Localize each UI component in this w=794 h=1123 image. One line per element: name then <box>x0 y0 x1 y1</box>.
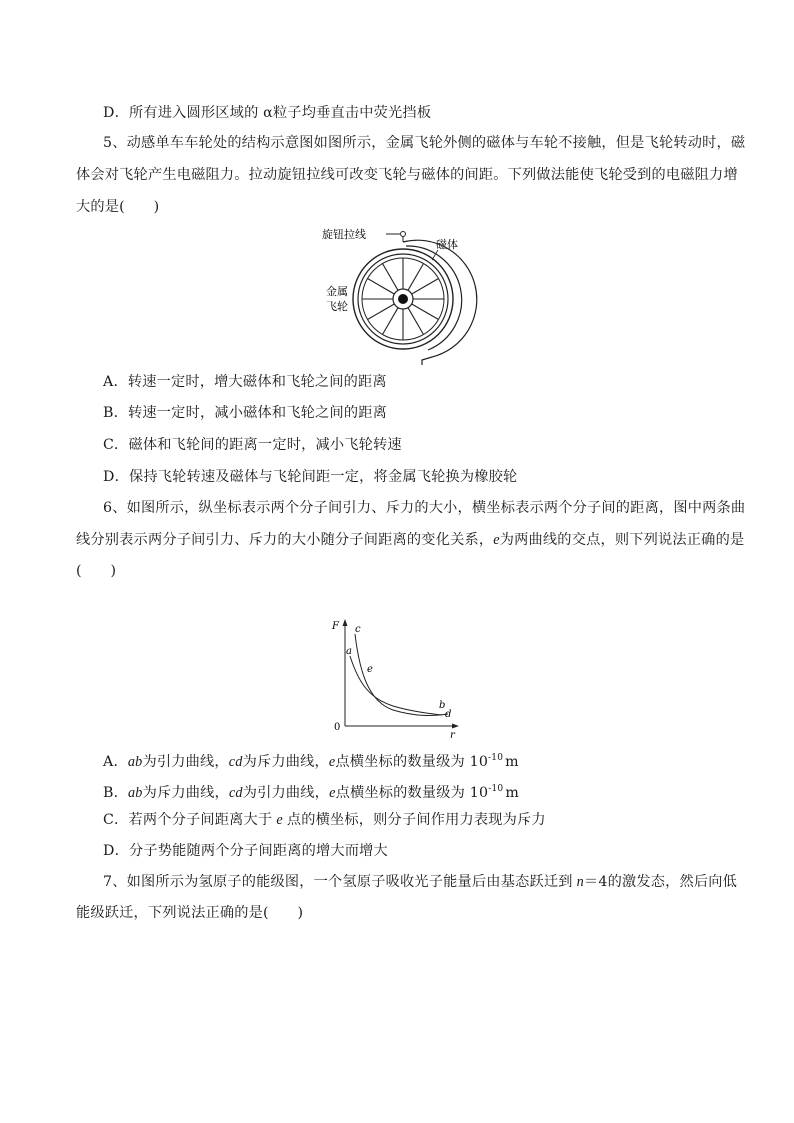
q7-stem-line-1 <box>103 872 737 892</box>
q4-option-d: D．所有进入圆形区域的 α粒子均垂直击中荧光挡板 <box>103 105 432 121</box>
q5-option-d: D．保持飞轮转速及磁体与飞轮间距一定，将金属飞轮换为橡胶轮 <box>103 469 518 485</box>
q6-option-b-prefix: B． <box>103 785 129 801</box>
q6-option-b-text-3: 点横坐标的数量级为 10 <box>335 785 489 801</box>
q6-stem-line-3: ( ) <box>76 563 117 579</box>
q6-option-a-var-cd: cd <box>228 754 243 770</box>
q5-option-a: A．转速一定时，增大磁体和飞轮之间的距离 <box>103 374 387 390</box>
y-axis-label: F <box>332 621 339 632</box>
curve-label-d: d <box>445 709 452 720</box>
svg-text:旋钮拉线: 旋钮拉线 <box>322 228 366 241</box>
svg-text:飞轮: 飞轮 <box>326 300 348 313</box>
x-axis-label: r <box>450 730 455 740</box>
curve-ab <box>350 656 442 715</box>
q7-stem-line-1-text: 7、如图所示为氢原子的能级图，一个氢原子吸收光子能量后由基态跃迁到 <box>103 874 573 890</box>
q6-option-a-var-e: e <box>328 754 336 770</box>
q6-option-b-var-e: e <box>329 785 336 801</box>
q6-option-b-text-2: 为引力曲线， <box>242 785 330 801</box>
q6-option-b-text-1: 为斥力曲线， <box>142 785 229 801</box>
origin-label: 0 <box>334 722 341 733</box>
q6-option-a-text-1: 为引力曲线， <box>142 754 229 770</box>
q6-option-c-var-e: e <box>276 812 283 828</box>
q5-stem-line-2: 体会对飞轮产生电磁阻力。拉动旋钮拉线可改变飞轮与磁体的间距。下列做法能使飞轮受到的电磁阻力增 <box>76 167 738 183</box>
curve-label-a: a <box>346 646 352 657</box>
q5-stem-line-1: 5、动感单车车轮处的结构示意图如图所示，金属飞轮外侧的磁体与车轮不接触，但是飞轮转动时，磁 <box>103 135 746 151</box>
q7-equals-4: ＝4 <box>583 874 608 890</box>
q6-option-a-var-ab: ab <box>127 754 143 770</box>
q6-option-a-exponent: -10 <box>488 753 504 763</box>
q6-option-b-var-cd: cd <box>228 785 243 801</box>
q6-stem-line-2-text: 线分别表示两分子间引力、斥力的大小随分子间距离的变化关系， <box>76 532 494 548</box>
flywheel-label-knob <box>322 227 366 241</box>
svg-text:金属: 金属 <box>326 285 348 298</box>
intersection-label-e: e <box>367 664 373 675</box>
q5-option-c: C．磁体和飞轮间的距离一定时，减小飞轮转速 <box>103 437 402 453</box>
q6-stem-line-1: 6、如图所示，纵坐标表示两个分子间引力、斥力的大小，横坐标表示两个分子间的距离，图中两条曲 <box>103 500 746 516</box>
flywheel-figure <box>320 222 480 368</box>
q6-option-a-text-2: 为斥力曲线， <box>242 754 329 770</box>
q6-option-c <box>103 810 546 830</box>
q6-option-a-prefix: A． <box>103 754 128 770</box>
knob-circle <box>401 232 406 237</box>
q6-option-b-exponent: -10 <box>488 784 504 794</box>
curve-label-b: b <box>439 700 446 711</box>
q6-option-a <box>103 748 519 772</box>
q5-stem-line-3: 大的是( ) <box>76 199 160 215</box>
q7-stem-line-2: 能级跃迁，下列说法正确的是( ) <box>76 905 304 921</box>
q6-option-c-text-1: C．若两个分子间距离大于 <box>103 812 273 828</box>
magnet-bottom-bracket <box>422 357 432 365</box>
q6-var-e: e <box>493 532 500 548</box>
q6-option-a-text-3: 点横坐标的数量级为 10 <box>335 754 489 770</box>
q6-stem-line-2-tail: 为两曲线的交点，则下列说法正确的是 <box>499 532 745 548</box>
q7-stem-line-1-tail: 的激发态，然后向低 <box>607 874 738 890</box>
q6-option-b-var-ab: ab <box>128 785 143 801</box>
svg-text:磁体: 磁体 <box>436 238 458 251</box>
q7-var-n: n <box>576 874 584 890</box>
q6-option-d: D．分子势能随两个分子间距离的增大而增大 <box>103 843 388 859</box>
q6-option-b-unit: m <box>505 785 519 801</box>
wheel-axle <box>398 294 408 304</box>
q5-option-b: B．转速一定时，减小磁体和飞轮之间的距离 <box>103 405 387 421</box>
q6-option-b <box>103 779 519 803</box>
force-distance-graph <box>328 616 462 740</box>
q6-option-a-unit: m <box>505 754 519 770</box>
curve-label-c: c <box>355 624 361 635</box>
q6-option-c-text-2: 点的横坐标，则分子间作用力表现为斥力 <box>286 812 546 828</box>
q6-stem-line-2 <box>76 530 744 550</box>
flywheel-label-wheel <box>326 284 348 313</box>
